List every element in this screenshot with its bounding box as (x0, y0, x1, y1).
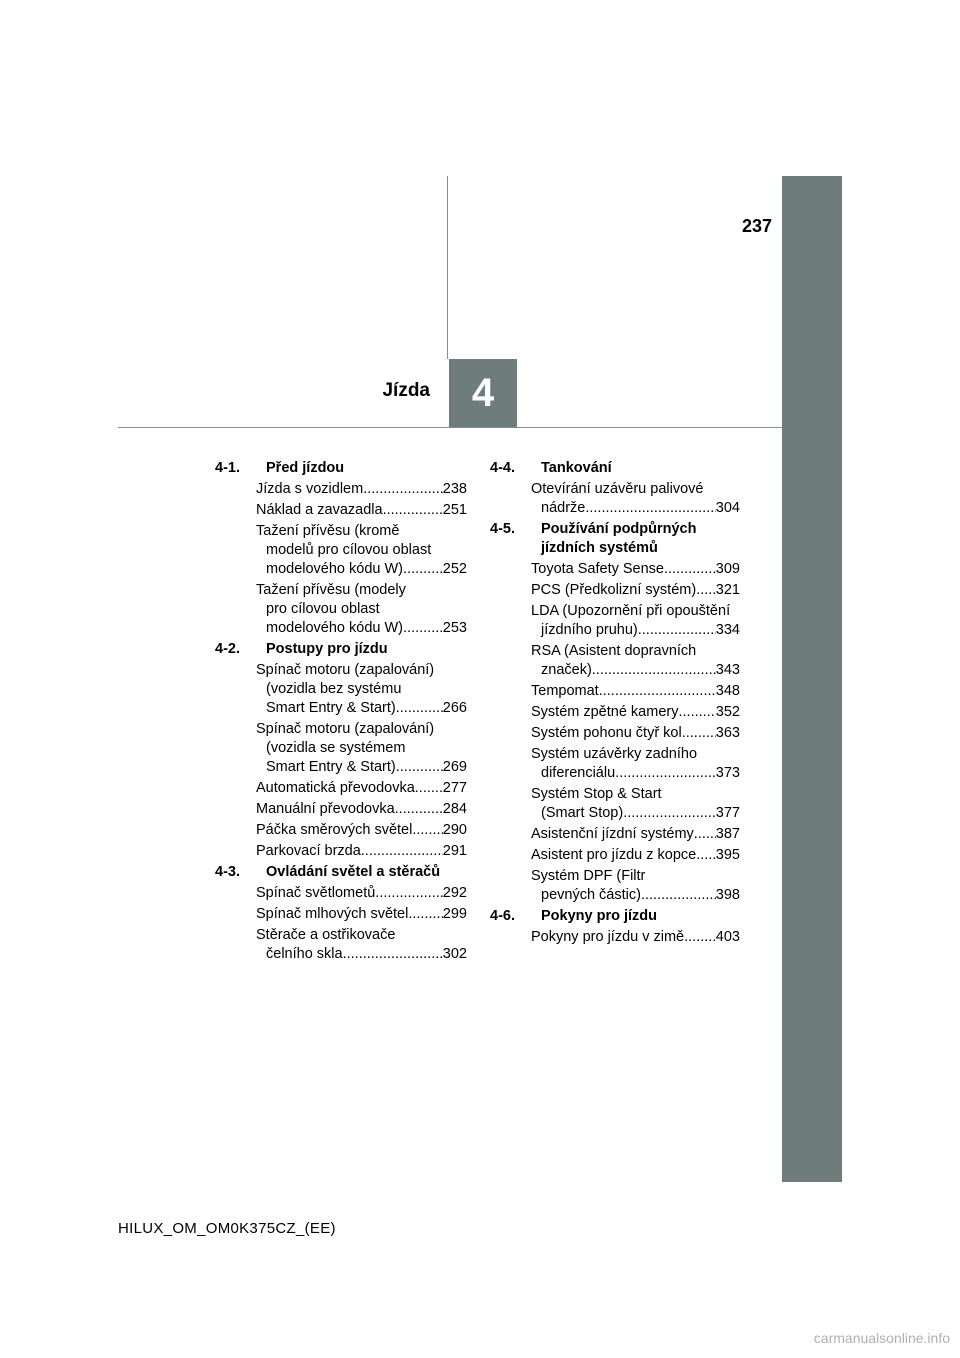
page-number: 237 (741, 216, 772, 236)
dot-leader (412, 821, 442, 840)
entry-text-line: (vozidla bez systému (266, 681, 402, 697)
entry-page-number: 377 (715, 805, 740, 821)
entry-text-line: Automatická převodovka (256, 780, 415, 796)
dot-leader (678, 703, 715, 722)
dot-leader (415, 779, 443, 798)
entry-last-line (256, 699, 467, 718)
entry-text-line: Jízda s vozidlem (256, 481, 364, 497)
entry-last-line (531, 499, 740, 518)
section-title (531, 907, 740, 926)
entry-text-line: Systém Stop & Start (531, 786, 662, 802)
toc-section (215, 863, 467, 964)
section-number: 4-1. (215, 460, 240, 476)
section-number: 4-6. (490, 908, 515, 924)
toc-entry[interactable] (256, 720, 467, 777)
entry-last-line (256, 800, 467, 819)
entry-page-number: 252 (442, 561, 467, 577)
toc-column-right (490, 459, 740, 949)
entry-text-line: modelů pro cílovou oblast (266, 542, 432, 558)
toc-entry[interactable] (256, 800, 467, 819)
toc-entry[interactable] (256, 661, 467, 718)
entry-page-number: 304 (715, 500, 740, 516)
entry-text-line: Spínač mlhových světel (256, 906, 409, 922)
toc-entry[interactable] (256, 926, 467, 964)
dot-leader (684, 928, 716, 947)
entry-last-line (531, 804, 740, 823)
section-number: 4-3. (215, 864, 240, 880)
toc-entry[interactable] (531, 560, 740, 579)
entry-page-number: 253 (442, 620, 467, 636)
entry-text-line: Parkovací brzda (256, 843, 361, 859)
entry-last-line (256, 905, 467, 924)
section-title (256, 640, 467, 659)
toc-section (490, 907, 740, 947)
toc-entry[interactable] (531, 928, 740, 947)
entry-page-number: 269 (442, 759, 467, 775)
toc-entry[interactable] (531, 825, 740, 844)
section-title (256, 459, 467, 478)
toc-entry[interactable] (531, 581, 740, 600)
dot-leader (696, 846, 716, 865)
entry-page-number: 398 (715, 887, 740, 903)
section-title-line: Před jízdou (266, 460, 345, 476)
entry-last-line (256, 560, 467, 579)
dot-leader (585, 499, 715, 518)
header-vertical-rule (447, 176, 448, 359)
entry-page-number: 302 (442, 946, 467, 962)
entry-text-line: (Smart Stop) (541, 805, 624, 821)
document-code: HILUX_OM_OM0K375CZ_(EE) (118, 1220, 336, 1237)
toc-entry[interactable] (256, 480, 467, 499)
dot-leader (403, 560, 443, 579)
dot-leader (396, 699, 443, 718)
entry-last-line (531, 886, 740, 905)
entry-page-number: 284 (442, 801, 467, 817)
entry-text-line: Spínač motoru (zapalování) (256, 662, 435, 678)
entry-text-line: Manuální převodovka (256, 801, 395, 817)
entry-text-line: Stěrače a ostřikovače (256, 927, 396, 943)
section-title (531, 520, 740, 558)
entry-last-line (531, 724, 740, 743)
entry-text-line: značek) (541, 662, 592, 678)
entry-page-number: 348 (715, 683, 740, 699)
section-title (531, 459, 740, 478)
entry-text-line: diferenciálu (541, 765, 616, 781)
entry-text-line: PCS (Předkolizní systém) (531, 582, 697, 598)
entry-text-line: Tažení přívěsu (kromě (256, 523, 400, 539)
toc-entry[interactable] (256, 821, 467, 840)
dot-leader (361, 842, 443, 861)
dot-leader (363, 480, 443, 499)
toc-entry[interactable] (256, 842, 467, 861)
entry-page-number: 238 (442, 481, 467, 497)
entry-text-line: Pokyny pro jízdu v zimě (531, 929, 685, 945)
entry-last-line (531, 661, 740, 680)
entry-page-number: 299 (442, 906, 467, 922)
section-title (256, 863, 467, 882)
toc-entry[interactable] (531, 785, 740, 823)
entry-last-line (531, 560, 740, 579)
entry-text-line: Asistenční jízdní systémy (531, 826, 694, 842)
entry-last-line (256, 480, 467, 499)
entry-text-line: Systém uzávěrky zadního (531, 746, 698, 762)
entry-text-line: (vozidla se systémem (266, 740, 406, 756)
toc-section (490, 459, 740, 518)
dot-leader (694, 825, 716, 844)
entry-text-line: Systém DPF (Filtr (531, 868, 646, 884)
chapter-number: 4 (471, 370, 495, 415)
entry-last-line (531, 581, 740, 600)
section-title-line: Ovládání světel a stěračů (266, 864, 441, 880)
chapter-side-tab (782, 176, 842, 1182)
entry-page-number: 290 (442, 822, 467, 838)
entry-last-line (256, 884, 467, 903)
entry-last-line (256, 945, 467, 964)
toc-entry[interactable] (531, 846, 740, 865)
entry-text-line: Tažení přívěsu (modely (256, 582, 406, 598)
section-title-line: Tankování (541, 460, 612, 476)
entry-page-number: 277 (442, 780, 467, 796)
section-title-line: Používání podpůrných (541, 521, 697, 537)
dot-leader (641, 886, 716, 905)
dot-leader (396, 758, 443, 777)
entry-page-number: 363 (715, 725, 740, 741)
entry-page-number: 395 (715, 847, 740, 863)
entry-last-line (256, 619, 467, 638)
entry-text-line: pro cílovou oblast (266, 601, 380, 617)
chapter-title: Jízda (382, 380, 430, 401)
entry-text-line: RSA (Asistent dopravních (531, 643, 697, 659)
entry-page-number: 309 (715, 561, 740, 577)
entry-text-line: Smart Entry & Start) (266, 759, 396, 775)
section-number: 4-2. (215, 641, 240, 657)
section-number: 4-4. (490, 460, 515, 476)
toc-entry[interactable] (531, 724, 740, 743)
toc-entry[interactable] (531, 745, 740, 783)
entry-last-line (256, 501, 467, 520)
entry-text-line: Spínač motoru (zapalování) (256, 721, 435, 737)
entry-text-line: Asistent pro jízdu z kopce (531, 847, 697, 863)
entry-last-line (531, 928, 740, 947)
dot-leader (638, 621, 716, 640)
entry-text-line: nádrže (541, 500, 586, 516)
entry-last-line (531, 621, 740, 640)
entry-last-line (531, 703, 740, 722)
toc-section (490, 520, 740, 905)
toc-entry[interactable] (531, 867, 740, 905)
dot-leader (408, 905, 442, 924)
entry-text-line: modelového kódu W) (266, 561, 404, 577)
entry-page-number: 387 (715, 826, 740, 842)
toc-entry[interactable] (256, 522, 467, 579)
entry-last-line (256, 821, 467, 840)
chapter-number-box (449, 359, 517, 427)
dot-leader (615, 764, 716, 783)
entry-page-number: 343 (715, 662, 740, 678)
dot-leader (403, 619, 443, 638)
toc-entry[interactable] (531, 602, 740, 640)
entry-text-line: jízdního pruhu) (541, 622, 638, 638)
entry-last-line (531, 682, 740, 701)
toc-entry[interactable] (531, 642, 740, 680)
entry-last-line (256, 842, 467, 861)
dot-leader (592, 661, 716, 680)
entry-text-line: Otevírání uzávěru palivové (531, 481, 704, 497)
header-horizontal-rule (118, 427, 782, 428)
entry-text-line: Systém pohonu čtyř kol (531, 725, 682, 741)
toc-section (215, 459, 467, 638)
section-title-line: jízdních systémů (541, 540, 658, 556)
dot-leader (682, 724, 716, 743)
toc-entry[interactable] (256, 779, 467, 798)
entry-text-line: Spínač světlometů (256, 885, 376, 901)
entry-page-number: 321 (715, 582, 740, 598)
toc-entry[interactable] (531, 480, 740, 518)
entry-page-number: 266 (442, 700, 467, 716)
toc-section (215, 640, 467, 861)
dot-leader (383, 501, 443, 520)
entry-text-line: Smart Entry & Start) (266, 700, 396, 716)
entry-page-number: 292 (442, 885, 467, 901)
entry-text-line: pevných částic) (541, 887, 641, 903)
dot-leader (623, 804, 716, 823)
entry-text-line: Systém zpětné kamery (531, 704, 679, 720)
entry-last-line (531, 846, 740, 865)
entry-text-line: Tempomat (531, 683, 599, 699)
entry-page-number: 291 (442, 843, 467, 859)
entry-text-line: modelového kódu W) (266, 620, 404, 636)
toc-entry[interactable] (256, 905, 467, 924)
entry-last-line (531, 764, 740, 783)
toc-entry[interactable] (256, 581, 467, 638)
dot-leader (343, 945, 443, 964)
toc-entry[interactable] (256, 501, 467, 520)
entry-page-number: 352 (715, 704, 740, 720)
section-number: 4-5. (490, 521, 515, 537)
entry-page-number: 403 (715, 929, 740, 945)
section-title-line: Postupy pro jízdu (266, 641, 388, 657)
dot-leader (395, 800, 443, 819)
toc-entry[interactable] (531, 703, 740, 722)
dot-leader (375, 884, 443, 903)
entry-last-line (531, 825, 740, 844)
entry-text-line: čelního skla (266, 946, 343, 962)
section-title-line: Pokyny pro jízdu (541, 908, 658, 924)
toc-entry[interactable] (256, 884, 467, 903)
entry-text-line: Páčka směrových světel (256, 822, 413, 838)
toc-entry[interactable] (531, 682, 740, 701)
watermark: carmanualsonline.info (813, 1330, 950, 1346)
entry-text-line: LDA (Upozornění při opouštění (531, 603, 731, 619)
entry-page-number: 334 (715, 622, 740, 638)
entry-page-number: 251 (442, 502, 467, 518)
entry-text-line: Toyota Safety Sense (531, 561, 664, 577)
toc-column-left (215, 459, 467, 966)
dot-leader (599, 682, 716, 701)
entry-text-line: Náklad a zavazadla (256, 502, 383, 518)
entry-last-line (256, 758, 467, 777)
entry-page-number: 373 (715, 765, 740, 781)
dot-leader (664, 560, 716, 579)
entry-last-line (256, 779, 467, 798)
dot-leader (696, 581, 716, 600)
